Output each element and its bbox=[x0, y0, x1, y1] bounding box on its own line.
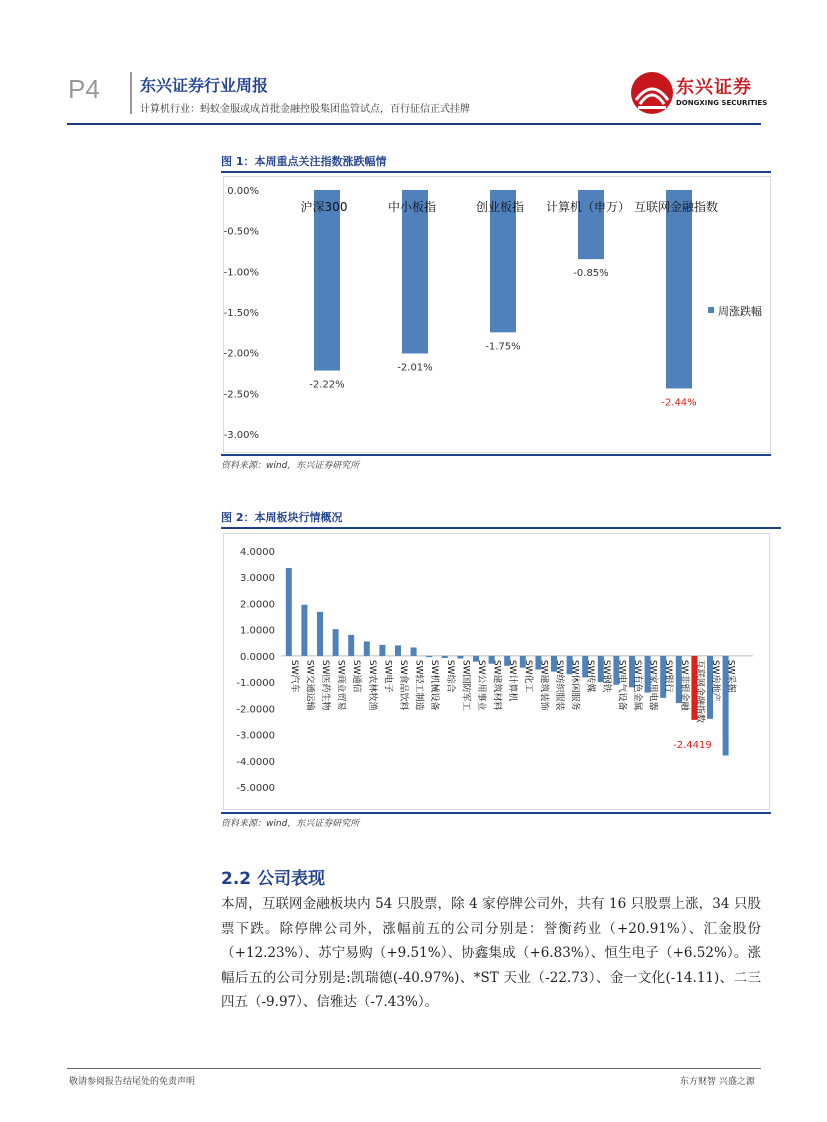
header-divider bbox=[130, 72, 132, 114]
report-title: 东兴证券行业周报 bbox=[140, 76, 269, 95]
figure1-rule bbox=[221, 171, 771, 173]
y-tick-label: 0.0000 bbox=[240, 651, 275, 663]
category-label: 互联网金融指数 bbox=[633, 200, 719, 214]
y-tick-label: -2.50% bbox=[223, 389, 259, 401]
bar bbox=[379, 645, 385, 656]
data-label: -1.75% bbox=[485, 341, 521, 353]
y-tick-label: -2.00% bbox=[223, 348, 259, 360]
bar bbox=[348, 635, 354, 656]
y-tick-label: -3.0000 bbox=[236, 730, 275, 742]
footer-slogan: 东方财智 兴盛之源 bbox=[680, 1077, 755, 1087]
category-label: 计算机（申万） bbox=[545, 200, 631, 214]
category-label: SW商业贸易 bbox=[335, 659, 346, 711]
bar bbox=[442, 656, 448, 658]
section-paragraph: 本周，互联网金融板块内 54 只股票，除 4 家停牌公司外，共有 16 只股票上涨，34 只股票下跌。除停牌公司外，涨幅前五的公司分别是：誉衡药业（+20.91%）、汇金股份（+12.23%）、苏宁易购（+9.51%）、协鑫集成（+6.83%）、恒生电子（+6.52%）。涨幅后五的公司分别是:凯瑞德(-40.97%)、*ST 天业（-22.73）、金一文化(-14.11)、二三四五（-9.97）、信雅达（-7.43%）。 bbox=[221, 896, 761, 1010]
bar bbox=[364, 641, 370, 655]
logo-text-en: DONGXING SECURITIES bbox=[676, 99, 768, 107]
bar bbox=[301, 605, 307, 656]
logo-text-cn: 东兴证券 bbox=[676, 77, 752, 98]
category-label: SW机械设备 bbox=[429, 659, 440, 711]
y-tick-label: -0.50% bbox=[223, 226, 259, 238]
category-label: SW钢铁 bbox=[600, 659, 611, 693]
y-tick-label: -1.0000 bbox=[236, 678, 275, 690]
category-label: 中小板指 bbox=[387, 200, 437, 214]
figure2-chart bbox=[223, 533, 768, 808]
category-label: SW传媒 bbox=[585, 659, 596, 693]
y-tick-label: -2.0000 bbox=[236, 704, 275, 716]
bar bbox=[457, 656, 463, 659]
y-tick-label: -1.00% bbox=[223, 267, 259, 279]
bar bbox=[666, 190, 692, 388]
data-label: -2.44% bbox=[661, 397, 697, 409]
figure2-source: 资料来源：wind，东兴证券研究所 bbox=[221, 819, 360, 829]
figure1-title: 图 1：本周重点关注指数涨跌幅情 bbox=[221, 155, 387, 168]
category-label: 互联网金融指数 bbox=[694, 659, 705, 723]
category-label: SW建筑材料 bbox=[491, 659, 502, 711]
y-tick-label: 2.0000 bbox=[240, 599, 275, 611]
figure1-bottom-rule bbox=[221, 454, 771, 456]
figure2-rule bbox=[221, 527, 781, 529]
category-label: SW家用电器 bbox=[647, 659, 658, 711]
y-tick-label: -5.0000 bbox=[236, 783, 275, 794]
figure1-chart bbox=[223, 176, 769, 451]
y-tick-label: -4.0000 bbox=[236, 756, 275, 768]
y-tick-label: 1.0000 bbox=[240, 625, 275, 637]
data-label: -2.22% bbox=[309, 379, 345, 391]
footer-rule bbox=[67, 1068, 761, 1069]
category-label: SW电气设备 bbox=[616, 659, 627, 711]
category-label: SW轻工制造 bbox=[413, 659, 424, 711]
bar bbox=[333, 629, 339, 656]
category-label: SW银行 bbox=[663, 659, 674, 693]
bar bbox=[395, 645, 401, 655]
category-label: SW建筑装饰 bbox=[538, 659, 549, 711]
category-label: SW化工 bbox=[522, 659, 533, 693]
category-label: SW房地产 bbox=[710, 659, 720, 702]
category-label: SW国防军工 bbox=[460, 659, 471, 711]
category-label: SW通信 bbox=[351, 659, 362, 693]
figure2-bottom-rule bbox=[221, 812, 771, 814]
category-label: 创业板指 bbox=[475, 200, 525, 214]
category-label: 沪深300 bbox=[300, 200, 348, 214]
y-tick-label: 3.0000 bbox=[240, 573, 275, 585]
category-label: SW计算机 bbox=[507, 659, 518, 702]
data-label: -2.01% bbox=[397, 362, 433, 374]
category-label: SW有色金属 bbox=[632, 659, 642, 711]
y-tick-label: -3.00% bbox=[223, 430, 259, 441]
bar bbox=[286, 568, 292, 656]
category-label: SW电子 bbox=[382, 659, 393, 693]
category-label: SW食品饮料 bbox=[398, 659, 408, 711]
report-subtitle: 计算机行业：蚂蚁金服或成首批金融控股集团监管试点，百行征信正式挂牌 bbox=[140, 104, 470, 115]
category-label: SW汽车 bbox=[288, 659, 299, 693]
page-number: P4 bbox=[68, 74, 100, 104]
category-label: SW医药生物 bbox=[320, 659, 330, 711]
y-tick-label: 0.00% bbox=[227, 186, 259, 197]
legend-swatch bbox=[708, 307, 714, 313]
legend-label: 周涨跌幅 bbox=[718, 305, 762, 318]
category-label: SW公用事业 bbox=[476, 659, 486, 711]
category-label: SW非银金融 bbox=[678, 659, 689, 711]
bar bbox=[402, 190, 428, 353]
category-label: SW休闲服务 bbox=[569, 659, 580, 711]
bar bbox=[426, 656, 432, 657]
header-rule bbox=[67, 123, 761, 125]
category-label: SW采掘 bbox=[725, 659, 736, 693]
highlight-data-label: -2.4419 bbox=[673, 739, 712, 751]
bar bbox=[314, 190, 340, 371]
category-label: SW综合 bbox=[444, 659, 455, 693]
y-tick-label: 4.0000 bbox=[240, 547, 275, 558]
data-label: -0.85% bbox=[573, 268, 609, 280]
figure1-source: 资料来源：wind，东兴证券研究所 bbox=[221, 461, 360, 471]
category-label: SW农林牧渔 bbox=[366, 659, 377, 711]
section-heading: 2.2 公司表现 bbox=[221, 869, 326, 889]
bar bbox=[317, 612, 323, 656]
category-label: SW交通运输 bbox=[304, 659, 315, 711]
y-tick-label: -1.50% bbox=[223, 308, 259, 319]
footer-disclaimer: 敬请参阅报告结尾处的免责声明 bbox=[69, 1077, 196, 1087]
category-label: SW纺织服装 bbox=[554, 659, 564, 711]
figure2-title: 图 2：本周板块行情概况 bbox=[221, 511, 343, 524]
bar bbox=[411, 647, 417, 655]
